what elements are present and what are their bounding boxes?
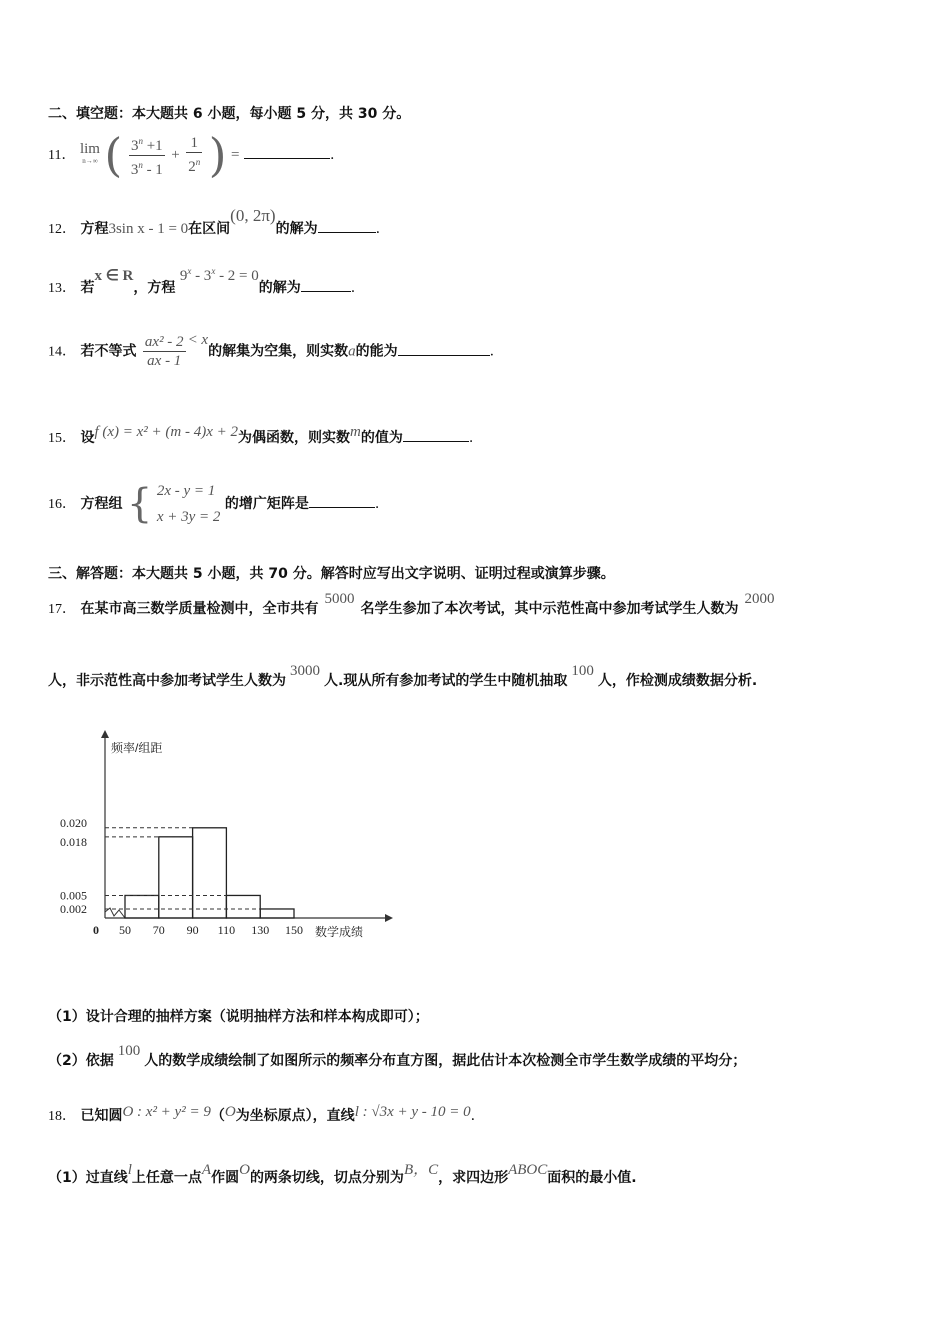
sample-size: 100	[571, 663, 594, 679]
y-tick-label: 0.005	[60, 888, 87, 903]
equals-sign: =	[231, 147, 240, 163]
x-tick-label: 150	[285, 923, 303, 937]
inequality-fraction: $\frac{\text{ax² - 2}}{ax - 1}$	[144, 334, 184, 369]
answer-blank[interactable]	[244, 157, 330, 159]
x-tick-label: 90	[186, 923, 199, 937]
question-number: 17．	[48, 602, 76, 617]
answer-blank[interactable]	[309, 506, 375, 508]
histogram-bar	[260, 909, 294, 918]
question-16: 16． 方程组 { 2x - y = 1 x + 3y = 2 的增广矩阵是 .	[48, 478, 379, 530]
equation: 3sin x - 1 = 0	[108, 221, 189, 237]
x-axis-arrow	[385, 914, 393, 922]
question-number: 16．	[48, 497, 76, 512]
circle-equation: O : x² + y² = 9	[122, 1104, 211, 1120]
y-axis-arrow	[101, 730, 109, 738]
points-b-c: B，C	[403, 1162, 439, 1178]
question-18: 18． 已知圆O : x² + y² = 9（O为坐标原点），直线l : √3x + y - 10 = 0.	[48, 1104, 476, 1124]
section-3-heading: 三、解答题：本大题共 5 小题，共 70 分。解答时应写出文字说明、证明过程或演算步骤。	[48, 566, 615, 582]
histogram-bar	[159, 837, 193, 918]
histogram-bar	[193, 828, 227, 918]
answer-blank[interactable]	[301, 290, 351, 292]
variable-a: a	[348, 343, 356, 360]
question-11: 11． lim n→∞ ( $\frac{3^n +1}{3^n - 1}$ + $\frac{1}{2^n}$ ) = .	[48, 128, 335, 182]
question-12: 12． 方程3sin x - 1 = 0在区间(0, 2π)的解为 .	[48, 206, 381, 237]
left-paren: (	[104, 128, 123, 182]
right-paren: )	[208, 128, 227, 182]
fraction-1: $\frac{3^n +1}{3^n - 1}$	[129, 132, 165, 179]
y-tick-label: 0.002	[60, 901, 87, 916]
answer-blank[interactable]	[403, 440, 469, 442]
question-13: 13． 若x ∈ R，方程 9$^x$ - 3$^x$ - 2 = 0的解为 .	[48, 266, 356, 296]
answer-blank[interactable]	[318, 231, 376, 233]
fraction-2: $\frac{1}{2^n}$	[188, 135, 201, 175]
interval: (0, 2π)	[230, 206, 276, 225]
x-tick-label: 110	[217, 923, 236, 937]
less-than-x: < x	[187, 331, 209, 348]
question-number: 12．	[48, 222, 76, 237]
point-a: A	[201, 1162, 212, 1178]
question-17-line-2: 人，非示范性高中参加考试学生人数为3000人.现从所有参加考试的学生中随机抽取100人，作检测成绩数据分析.	[48, 663, 758, 689]
section-2-heading: 二、填空题：本大题共 6 小题，每小题 5 分，共 30 分。	[48, 106, 411, 122]
axis-break	[105, 908, 125, 918]
frequency-histogram	[60, 730, 400, 945]
line-equation: l : √3x + y - 10 = 0	[354, 1104, 471, 1120]
system-brace: {	[126, 481, 153, 527]
question-17-part-2: （2）依据100人的数学成绩绘制了如图所示的频率分布直方图，据此估计本次检测全市学生数学成绩的平均分；	[48, 1043, 747, 1069]
condition: x ∈ R	[94, 268, 134, 284]
question-number: 13．	[48, 281, 76, 296]
plus-sign: +	[171, 147, 180, 163]
y-tick-label: 0.018	[60, 834, 87, 849]
y-axis-label: 频率/组距	[111, 741, 163, 755]
question-15: 15． 设f (x) = x² + (m - 4)x + 2为偶函数，则实数m的值为 .	[48, 424, 474, 446]
question-17-line-1: 17． 在某市高三数学质量检测中，全市共有5000名学生参加了本次考试，其中示范性高中参加考试学生人数为2000	[48, 591, 775, 617]
question-14: 14． 若不等式 $\frac{\text{ax² - 2}}{ax - 1}$ < x的解集为空集，则实数a的能为 .	[48, 331, 495, 369]
limit-operator: lim n→∞	[79, 141, 100, 165]
circle-o: O	[239, 1162, 250, 1178]
x-tick-label: 50	[119, 923, 131, 937]
total-students: 5000	[324, 591, 355, 607]
origin-label: 0	[93, 923, 99, 937]
variable-m: m	[350, 424, 361, 440]
x-tick-label: 70	[152, 923, 165, 937]
question-17-part-1: （1）设计合理的抽样方案（说明抽样方法和样本构成即可）；	[48, 1009, 429, 1025]
equation: 9$^x$ - 3$^x$ - 2 = 0	[179, 266, 259, 284]
histogram-bar	[226, 895, 260, 918]
y-tick-label: 0.020	[60, 815, 87, 830]
question-18-part-1: （1）过直线l上任意一点A作圆O的两条切线，切点分别为B，C，求四边形ABOC面积的最小值.	[48, 1162, 637, 1186]
question-number: 14．	[48, 344, 76, 360]
question-number: 15．	[48, 431, 76, 446]
function-definition: f (x) = x² + (m - 4)x + 2	[94, 424, 239, 440]
histogram-bar	[125, 895, 159, 918]
origin-label: O	[224, 1104, 236, 1120]
sample-size: 100	[117, 1043, 141, 1059]
x-tick-label: 130	[251, 923, 270, 937]
quadrilateral-abo-c: ABOC	[508, 1162, 548, 1178]
x-axis-label: 数学成绩	[315, 925, 364, 939]
question-number: 18．	[48, 1109, 76, 1124]
model-school-students: 2000	[744, 591, 775, 607]
equation-system: 2x - y = 1 x + 3y = 2	[156, 483, 221, 525]
answer-blank[interactable]	[398, 354, 490, 356]
question-number: 11．	[48, 148, 76, 163]
other-school-students: 3000	[290, 663, 320, 679]
line-l: l	[127, 1162, 132, 1178]
